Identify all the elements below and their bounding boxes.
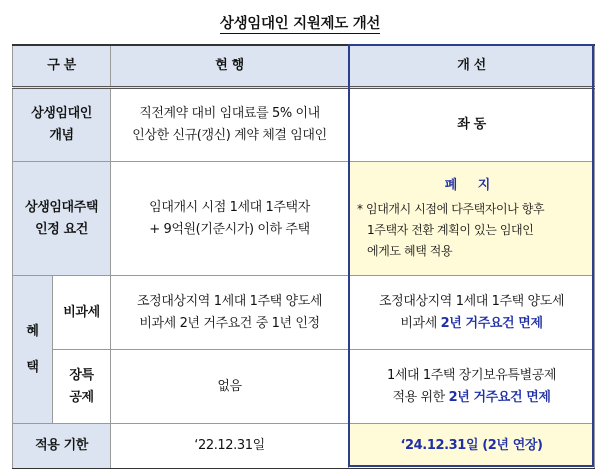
nontax-label: 비과세 [53,276,111,350]
concept-label: 상생임대인 개념 [13,88,111,162]
concept-current: 직전계약 대비 임대료를 5% 이내 인상한 신규(갱신) 계약 체결 임대인 [111,88,349,162]
longterm-improvement: 1세대 1주택 장기보유특별공제 적용 위한 2년 거주요건 면제 [349,350,595,424]
concept-row [13,88,595,162]
eligibility-current: 임대개시 시점 1세대 1주택자 + 9억원(기준시가) 이하 주택 [111,162,349,276]
document-title: 상생임대인 지원제도 개선 [219,16,381,32]
abolish-label: 폐 지 [444,178,499,193]
header-category: 구 분 [13,45,111,88]
eligibility-row [13,162,595,276]
deadline-row [13,424,595,469]
longterm-label: 장특 공제 [53,350,111,424]
longterm-current: 없음 [111,350,349,424]
benefit-group-label: 혜 택 [13,276,53,424]
nontax-improvement: 조정대상지역 1세대 1주택 양도세 비과세 2년 거주요건 면제 [349,276,595,350]
longterm-row [13,350,595,424]
header-row [13,45,595,88]
nontax-current: 조정대상지역 1세대 1주택 양도세 비과세 2년 거주요건 중 1년 인정 [111,276,349,350]
deadline-label: 적용 기한 [13,424,111,469]
deadline-current: ‘22.12.31일 [111,424,349,469]
header-current: 현 행 [111,45,349,88]
header-improvement: 개 선 [349,45,595,88]
concept-improvement: 좌 동 [349,88,595,162]
eligibility-label: 상생임대주택 인정 요건 [13,162,111,276]
deadline-improvement: ‘24.12.31일 (2년 연장) [349,424,595,469]
eligibility-improvement: 폐 지 * 임대개시 시점에 다주택자이나 향후 1주택자 전환 계획이 있는 임대인 에게도 혜택 적용 [349,162,595,276]
comparison-table [12,44,595,469]
nontax-row [13,276,595,350]
